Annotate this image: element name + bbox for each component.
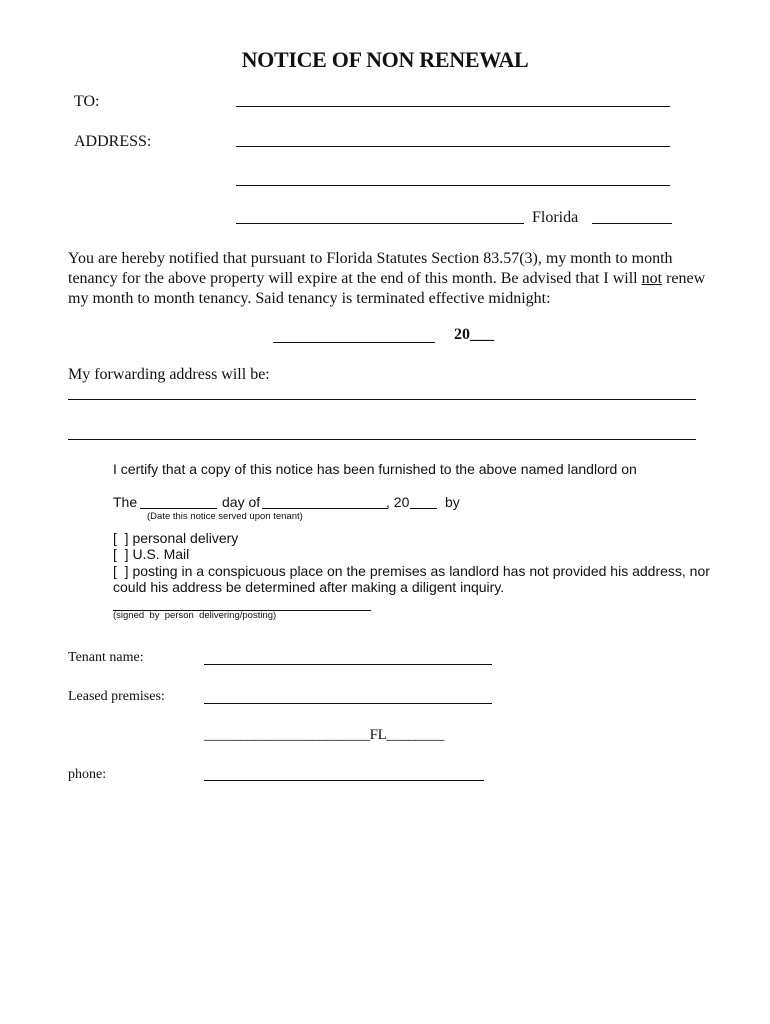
address-line-1	[236, 146, 670, 147]
address-label: ADDRESS:	[74, 133, 152, 150]
option-posting: [ ] posting in a conspicuous place on the premises as landlord has not provided his address, nor	[113, 563, 710, 579]
certificate-intro: I certify that a copy of this notice has been furnished to the above named landlord on	[113, 461, 637, 477]
cert-year-line	[410, 508, 437, 509]
phone-label: phone:	[68, 767, 107, 782]
certificate-comma-20: , 20	[386, 494, 410, 510]
certificate-the: The	[113, 494, 138, 510]
date-served-caption: (Date this notice served upon tenant)	[147, 511, 303, 522]
leased-premises-label: Leased premises:	[68, 689, 165, 704]
to-label: TO:	[74, 93, 100, 110]
notice-text-2: renew my month to month tenancy. Said tenancy is terminated effective midnight:	[68, 270, 706, 307]
leased-premises-line	[204, 703, 492, 704]
tenant-name-label: Tenant name:	[68, 650, 144, 665]
certificate-day-of: day of	[222, 494, 261, 510]
notice-paragraph	[68, 249, 718, 309]
forwarding-line-2	[68, 439, 696, 440]
forwarding-line-1	[68, 399, 696, 400]
option-personal-delivery: [ ] personal delivery	[113, 530, 239, 546]
city-line	[236, 223, 524, 224]
signed-caption: (signed by person delivering/posting)	[113, 610, 277, 621]
tenant-name-line	[204, 664, 492, 665]
day-line	[140, 508, 217, 509]
page-title: NOTICE OF NON RENEWAL	[241, 47, 529, 72]
option-posting-continued: could his address be determined after making a diligent inquiry.	[113, 579, 505, 595]
notice-text-1: You are hereby notified that pursuant to Florida Statutes Section 83.57(3), my month to month tenancy for the above property will expire at the end of this month. Be advised that I will	[68, 250, 673, 287]
city-fl-line: _______________________FL________	[204, 727, 445, 743]
address-line-2	[236, 185, 670, 186]
month-line	[262, 508, 388, 509]
termination-year: 20___	[454, 326, 494, 343]
forwarding-label: My forwarding address will be:	[68, 366, 270, 383]
termination-date-line	[273, 342, 435, 343]
florida-label: Florida	[532, 209, 579, 226]
notice-not-emphasis: not	[641, 270, 663, 287]
zip-line	[592, 223, 672, 224]
phone-line	[204, 780, 484, 781]
to-line	[236, 106, 670, 107]
certificate-by: by	[445, 494, 460, 510]
option-us-mail: [ ] U.S. Mail	[113, 546, 190, 562]
